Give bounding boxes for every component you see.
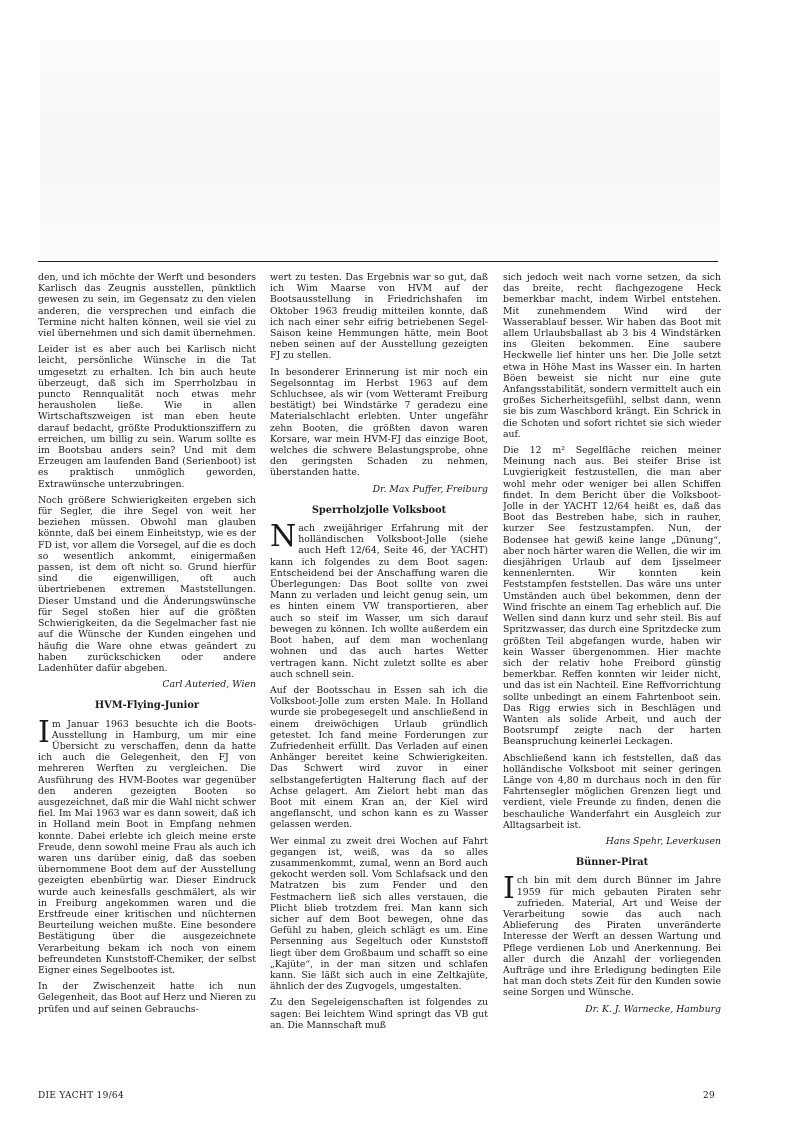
section-heading-buenner-pirat: Bünner-Pirat: [575, 857, 649, 869]
drop-cap: I: [38, 714, 50, 750]
paragraph-with-dropcap: [38, 714, 256, 977]
drop-cap: N: [270, 519, 297, 555]
faded-show-through-area: [40, 40, 720, 260]
column-2: [270, 272, 488, 1080]
author-signature: Dr. K. J. Warnecke, Hamburg: [585, 1003, 721, 1015]
paragraph: Auf der Bootsschau in Essen sah ich die Volksboot-Jolle zum ersten Male. In Holland wurde sie probegesegelt und anschließend in einem dreiwöchigen Urlaub gründlich getestet. Ich fand meine Forderungen zur Zufriedenheit erfüllt. Das Verladen auf einen Anhänger bereitet keine Schwierigkeiten. Das Schwert wird zuvor in einer selbstangefertigten Halterung flach auf der Achse gelagert. Am Zielort hebt man das Boot mit einem Kran an, der Kiel wird angeflanscht, und schon kann es zu Wasser gelassen werden.: [270, 684, 488, 831]
section-heading-sperrholzjolle: Sperrholzjolle Volksboot: [311, 504, 447, 516]
section-heading-hvm: HVM-Flying-Junior: [94, 700, 200, 712]
paragraph: Leider ist es aber auch bei Karlisch nicht leicht, persönliche Wünsche in die Tat umgesetzt zu erhalten. Ich bin auch heute überzeugt, daß sich im Sperrholzbau in puncto Rennqualität noch etwas mehr herausholen ließe. Wie in allen Wirtschaftszweigen ist man eben heute darauf bedacht, größte Produktionsziffern zu erreichen, um billig zu sein. Warum sollte es im Bootsbau anders sein? Und mit dem Erzeugen am laufenden Band (Serienboot) ist es praktisch unmöglich geworden, Extrawünsche unterzubringen.: [38, 344, 256, 490]
paragraph-with-dropcap: [270, 519, 488, 680]
paragraph: wert zu testen. Das Ergebnis war so gut, daß ich Wim Maarse von HVM auf der Bootsausstellung in Friedrichshafen im Oktober 1963 freudig mitteilen konnte, daß ich nach einer sehr eifrig betriebenen Segel-Saison keine Hemmungen hätte, mein Boot neben seinen auf der Ausstellung gezeigten FJ zu stellen.: [270, 272, 488, 362]
paragraph: Die 12 m² Segelfläche reichen meiner Meinung nach aus. Bei steifer Brise ist Luvgierigkeit festzustellen, die man aber wohl mehr oder weniger bei allen Schiffen findet. In dem Bericht über die Volksboot-Jolle in der YACHT 12/64 heißt es, daß das Boot das Bestreben habe, sich in rauher, kurzer See festzustampfen. Nun, der Bodensee hat gewiß keine lange „Dünung“, aber noch härter waren die Wellen, die wir im diesjährigen Urlaub auf dem Ijsselmeer kennenlernten. Wir konnten kein Feststampfen feststellen. Das wäre uns unter Umständen auch übel bekommen, denn der Wind frischte an einem Tag erheblich auf. Die Wellen sind dann kurz und sehr steil. Bis auf Spritzwasser, das durch eine Spritzdecke zum größten Teil abgefangen wurde, haben wir kein Wasser übergenommen. Hier machte sich der relativ hohe Freibord günstig bemerkbar. Reffen konnten wir leider nicht, und das ist ein Nachteil. Eine Reffvorrichtung sollte unbedingt an einem Fahrtenboot sein. Das Rigg erwies sich in Beschlägen und Wanten als solide Arbeit, und auch der Bootsrumpf zeigte nach der harten Beanspruchung keinerlei Leckagen.: [503, 445, 721, 748]
paragraph-text: ach zweijähriger Erfahrung mit der holländischen Volksboot-Jolle (siehe auch Heft 12/64, Seite 46, der YACHT) kann ich folgendes zu dem Boot sagen: Entscheidend bei der Anschaffung waren die Überlegungen: Das Boot sollte von zwei Mann zu verladen und leicht genug sein, um es hinten einem VW transportieren, aber auch so steif im Wasser, um sich darauf bewegen zu können. Ich wollte außerdem ein Boot haben, auf dem man wochenlang wohnen und das auch hartes Wetter vertragen kann. Nicht zuletzt sollte es aber auch schnell sein.: [270, 523, 488, 680]
page-number: 29: [703, 1091, 716, 1101]
paragraph: Zu den Segeleigenschaften ist folgendes zu sagen: Bei leichtem Wind springt das VB gut an. Die Mannschaft muß: [270, 997, 488, 1031]
drop-cap: I: [503, 871, 515, 907]
top-rule: [38, 261, 718, 262]
author-signature: Carl Auteried, Wien: [162, 679, 256, 691]
paragraph-text: ch bin mit dem durch Bünner im Jahre 1959 für mich gebauten Piraten sehr zufrieden. Material, Art und Weise der Verarbeitung sowie das auch nach Ablieferung des Piraten unveränderte Interesse der Werft an dessen Wartung und Pflege verdienen Lob und Anerkennung. Bei aller durch die Anzahl der vorliegenden Aufträge und ihre Erledigung bedingten Eile hat man doch stets Zeit für den Kunden sowie seine Sorgen und Wünsche.: [503, 875, 721, 999]
paragraph-with-dropcap: [503, 871, 721, 999]
paragraph: In besonderer Erinnerung ist mir noch ein Segelsonntag im Herbst 1963 auf dem Schluchsee, als wir (vom Wetteramt Freiburg bestätigt) bei Windstärke 7 geradezu eine Materialschlacht erlebten. Unter ungefähr zehn Booten, die größten davon waren Korsare, war mein HVM-FJ das einzige Boot, welches die schwere Belastungsprobe, ohne den geringsten Schaden zu nehmen, überstanden hatte.: [270, 366, 488, 479]
author-signature: Dr. Max Puffer, Freiburg: [372, 483, 488, 495]
paragraph: In der Zwischenzeit hatte ich nun Gelegenheit, das Boot auf Herz und Nieren zu prüfen und auf seinen Gebrauchs-: [38, 981, 256, 1015]
author-signature: Hans Spehr, Leverkusen: [605, 835, 721, 847]
paragraph: sich jedoch weit nach vorne setzen, da sich das breite, recht flachgezogene Heck bemerkbar macht, indem Wirbel entstehen. Mit zunehmendem Wind wird der Wasserablauf besser. Wir haben das Boot mit allem Urlaubsballast ab 3 bis 4 Windstärken ins Gleiten bekommen. Eine saubere Heckwelle lief hinter uns her. Die Jolle setzt etwa in Höhe Mast ins Wasser ein. In harten Böen beweist sie nicht nur eine gute Anfangsstabilität, sondern vermittelt auch ein großes Sicherheitsgefühl, selbst dann, wenn sie bis zum Waschbord krängt. Ein Schrick in die Schoten und sofort richtet sie sich wieder auf.: [503, 272, 721, 440]
magazine-issue-footer: DIE YACHT 19/64: [38, 1091, 124, 1101]
paragraph: Noch größere Schwierigkeiten ergeben sich für Segler, die ihre Segel von weit her beziehen müssen. Obwohl man glauben könnte, daß bei einem Einheitstyp, wie es der FD ist, vor allem die Vorsegel, auf die es doch so wesentlich ankommt, einigermaßen passen, ist dem oft nicht so. Grund hierfür sind die eigenwilligen, oft auch übertriebenen extremen Maststellungen. Dieser Umstand und die Änderungswünsche für Segel stoßen hier auf die größten Schwierigkeiten, da die Segelmacher fast nie auf die Wünsche der Kunden eingehen und häufig die Ware ohne etwas geändert zu haben zurückschicken oder andere Ladenhüter dafür abgeben.: [38, 494, 256, 674]
paragraph-text: m Januar 1963 besuchte ich die Boots-Ausstellung in Hamburg, um mir eine Übersicht zu verschaffen, denn da hatte ich auch die Gelegenheit, den FJ von mehreren Werften zu vergleichen. Die Ausführung des HVM-Bootes war gegenüber den anderen gezeigten Booten so ausgezeichnet, daß mir die Wahl nicht schwer fiel. Im Mai 1963 war es dann soweit, daß ich in Holland mein Boot in Empfang nehmen konnte. Dabei erlebte ich gleich meine erste Freude, denn sowohl meine Frau als auch ich waren uns darüber einig, daß das soeben übernommene Boot dem auf der Ausstellung gezeigten ebenbürtig war. Dieser Eindruck wurde auch keinesfalls geschmälert, als wir in Freiburg angekommen waren und die Erstfreude einer kritischen und nüchternen Beurteilung weichen mußte. Eine besondere Bestätigung über die ausgezeichnete Verarbeitung bekam ich noch von einem befreundeten Kunststoff-Chemiker, der selbst Eigner eines Segelbootes ist.: [38, 718, 256, 976]
column-3: [503, 272, 721, 1080]
column-1: [38, 272, 256, 1080]
paragraph: den, und ich möchte der Werft und besonders Karlisch das Zeugnis ausstellen, pünktlich gewesen zu sein, im Gegensatz zu den vielen anderen, die versprechen und einfach die Termine nicht halten können, weil sie viel zu viel übernehmen und sich damit übernehmen.: [38, 272, 256, 340]
paragraph: Wer einmal zu zweit drei Wochen auf Fahrt gegangen ist, weiß, was da so alles zusammenkommt, zumal, wenn an Bord auch gekocht werden soll. Vom Schlafsack und den Matratzen bis zum Fender und den Festmachern ließ sich alles verstauen, die Plicht blieb trotzdem frei. Man kann sich sicher auf dem Boot bewegen, ohne das Gefühl zu haben, gleich schlägt es um. Eine Persenning aus Segeltuch oder Kunststoff liegt über dem Großbaum und schafft so eine „Kajüte“, in der man sitzen und schlafen kann. Sie läßt sich auch in eine Zeltkajüte, ähnlich der des Zugvogels, umgestalten.: [270, 835, 488, 993]
paragraph: Abschließend kann ich feststellen, daß das holländische Volksboot mit seiner geringen Länge von 4,80 m durchaus noch in den für Fahrtensegler möglichen Grenzen liegt und verdient, viele Freunde zu finden, denen die beschauliche Wanderfahrt ein Ausgleich zur Alltagsarbeit ist.: [503, 752, 721, 831]
